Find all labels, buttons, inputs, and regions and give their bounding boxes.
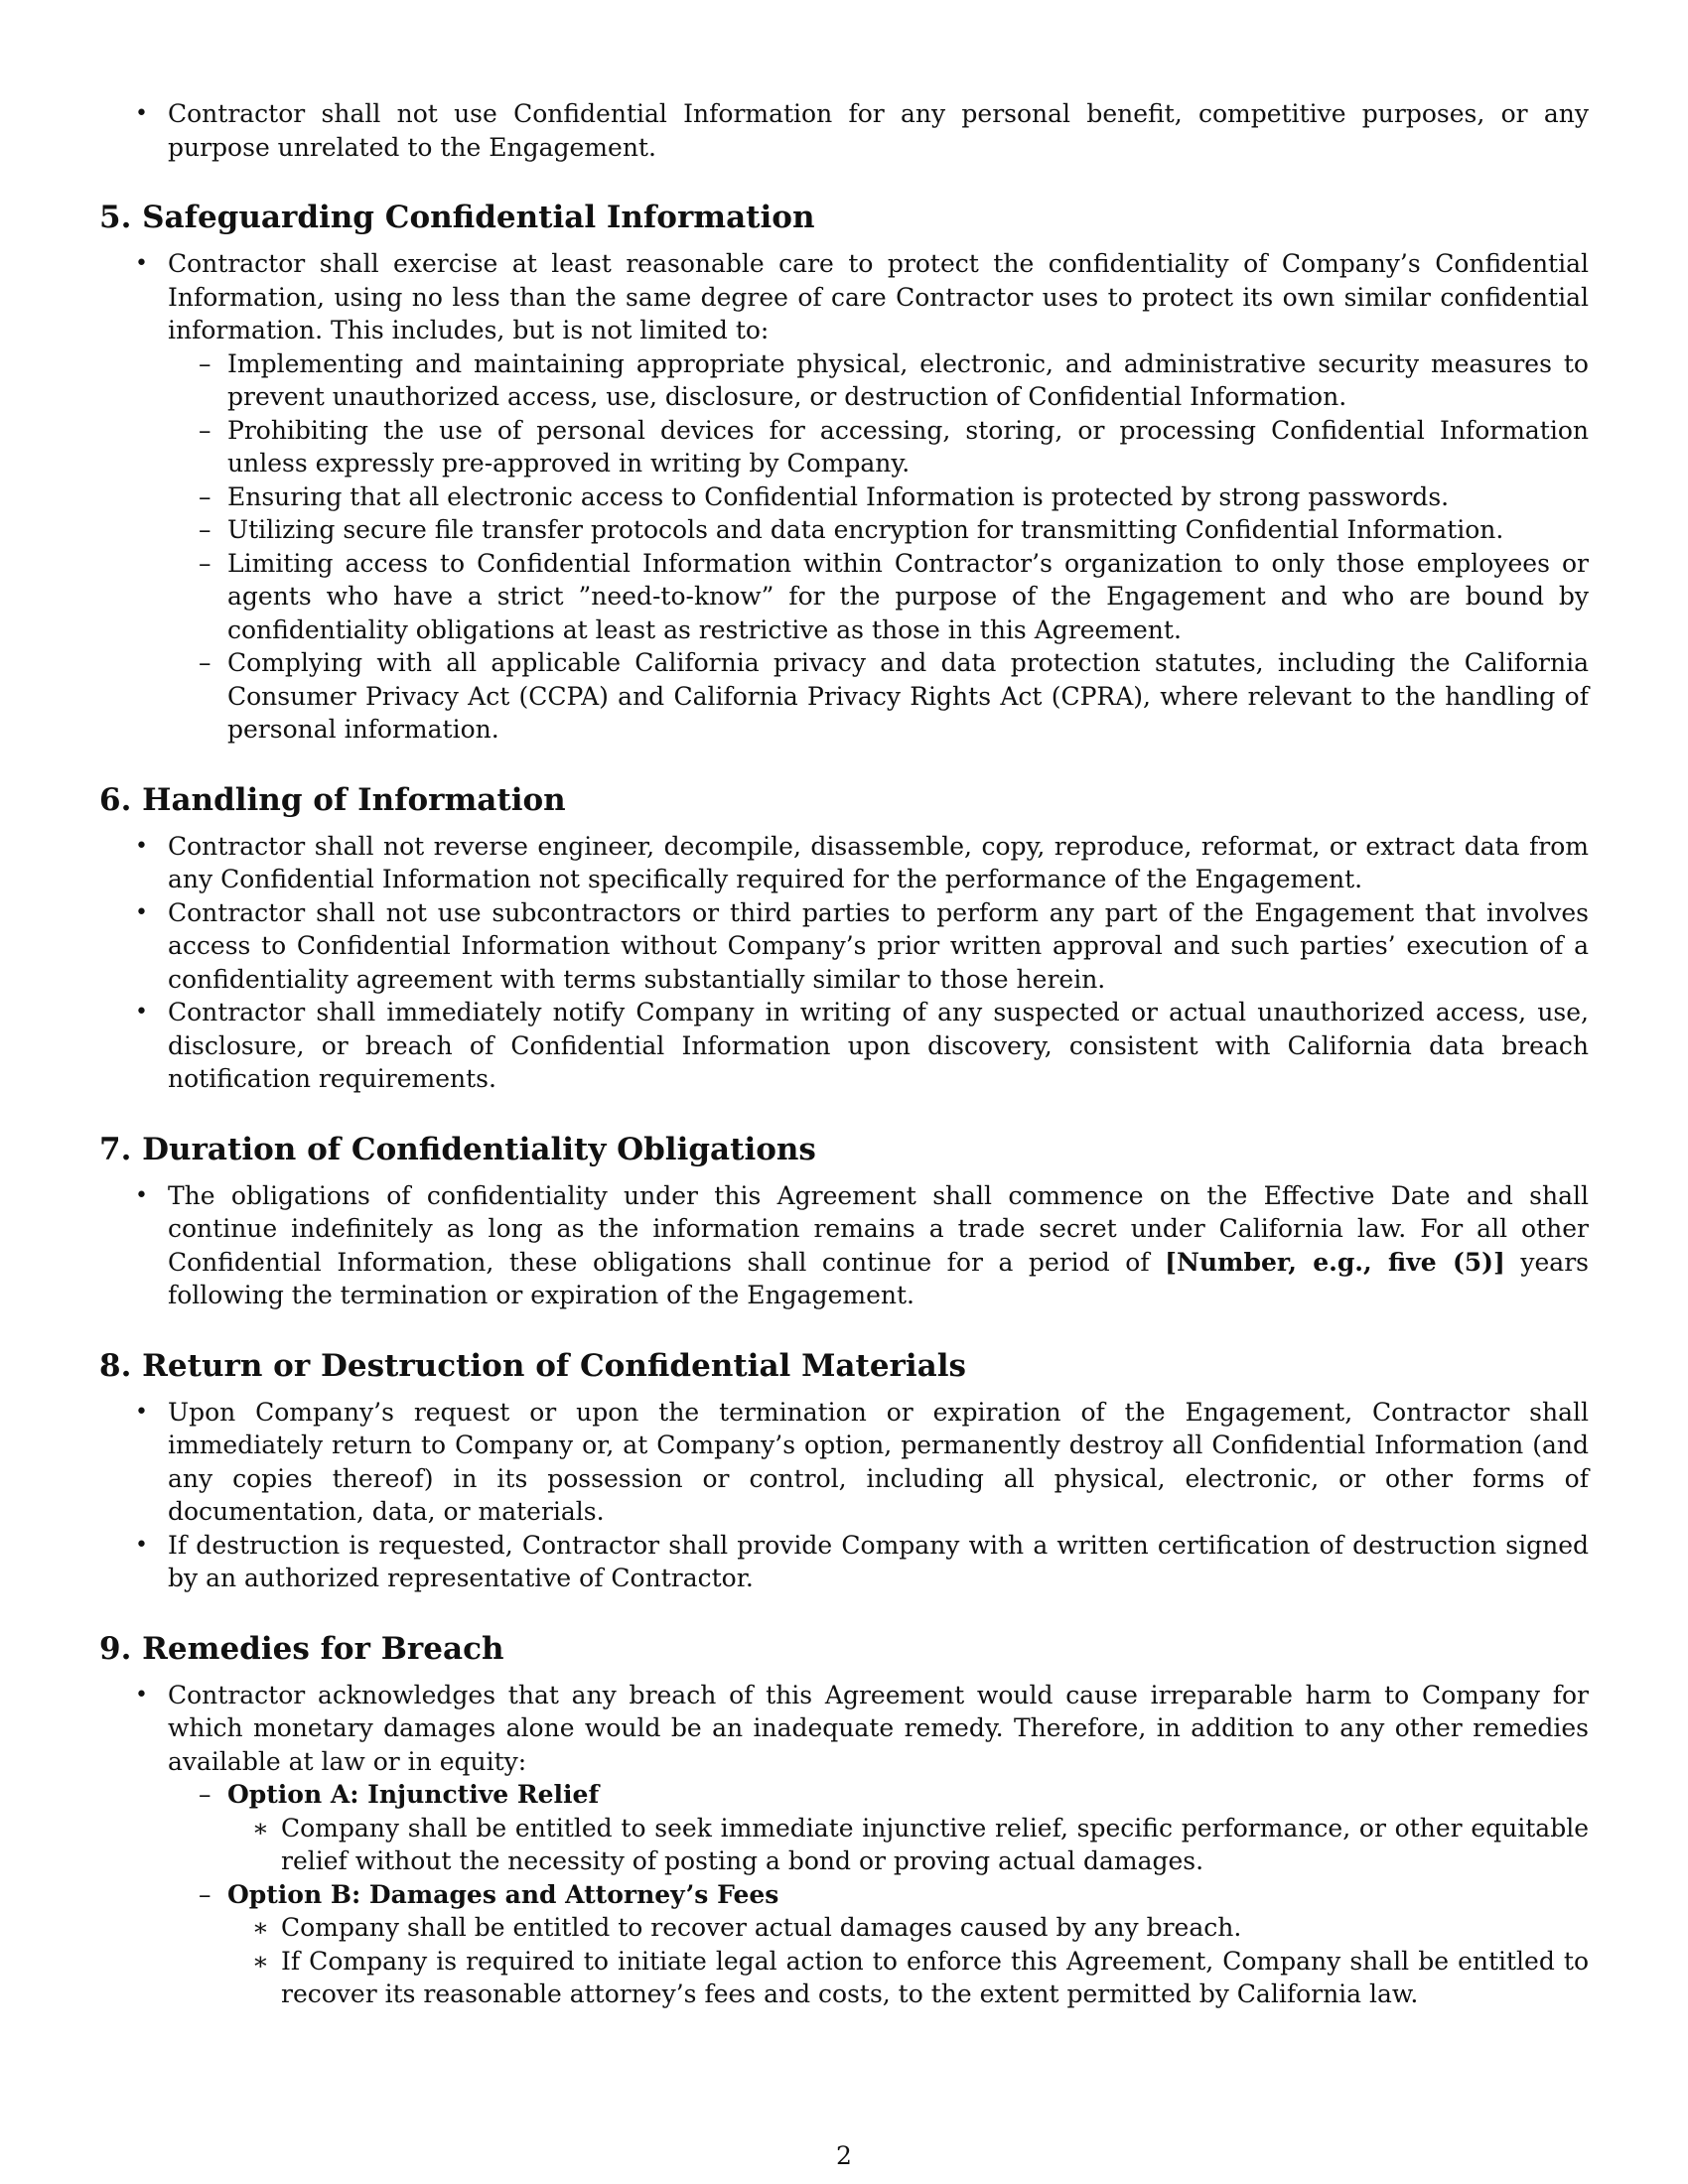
section-7-title: 7. Duration of Confidentiality Obligations <box>99 1131 816 1167</box>
section-9-title: 9. Remedies for Breach <box>99 1630 504 1667</box>
sub-item-text: Limiting access to Confidential Information within Contractor’s organization to only those employees or agents who have a strict ”need-to-know” for the purpose of the Engagement and who are bound by confidentiality obligations at least as restrictive as those in this Agreement. <box>227 548 1589 644</box>
option-item <box>252 1812 1589 1878</box>
section-6 <box>99 780 1589 1096</box>
section-9-list <box>99 1679 1589 2011</box>
dash-marker: – <box>199 648 211 677</box>
list-item <box>99 1679 1589 2011</box>
option-item-text: Company shall be entitled to recover actual damages caused by any breach. <box>281 1913 1242 1942</box>
intro-list <box>99 97 1589 164</box>
dash-marker: – <box>199 1879 211 1909</box>
section-8-list <box>99 1396 1589 1595</box>
option-item-text: Company shall be entitled to seek immediate injunctive relief, specific performance, or other equitable relief without the necessity of posting a bond or proving actual damages. <box>281 1813 1589 1875</box>
dash-marker: – <box>199 1780 211 1809</box>
sub-item-text: Utilizing secure file transfer protocols and data encryption for transmitting Confidential Information. <box>227 515 1504 544</box>
dash-marker: – <box>199 481 211 511</box>
option-item <box>252 1945 1589 2011</box>
dash-marker: – <box>199 348 211 378</box>
duration-placeholder: [Number, e.g., five (5)] <box>1165 1247 1505 1277</box>
section-7-text-before: The obligations of confidentiality under this Agreement shall commence on the Effective Date and shall continue indefinitely as long as the information remains a trade secret under California law. For all other Confidential Information, these obligations shall continue for a period of <box>168 1180 1589 1277</box>
list-item <box>99 996 1589 1096</box>
section-5 <box>99 198 1589 747</box>
section-5-sublist <box>199 347 1589 747</box>
list-item <box>99 896 1589 997</box>
option-a-label: Option A: Injunctive Relief <box>227 1780 600 1809</box>
option-a-items <box>252 1812 1589 1878</box>
bullet-marker: • <box>135 1000 148 1024</box>
sub-item-text: Prohibiting the use of personal devices for accessing, storing, or processing Confidential Information unless expressly pre-approved in writing by Company. <box>227 415 1589 478</box>
bullet-marker: • <box>135 1399 148 1425</box>
document-body <box>99 97 1589 2011</box>
sub-list-item <box>199 414 1589 480</box>
sub-list-item <box>199 480 1589 514</box>
section-8 <box>99 1346 1589 1595</box>
star-marker: ∗ <box>252 1813 269 1843</box>
section-6-title: 6. Handling of Information <box>99 781 566 818</box>
section-5-list <box>99 247 1589 747</box>
bullet-marker: • <box>135 899 148 925</box>
sub-list-item <box>199 513 1589 547</box>
intro-bullet-text: Contractor shall not use Confidential Information for any personal benefit, competitive purposes, or any purpose unrelated to the Engagement. <box>168 99 1589 162</box>
sub-list-item <box>199 547 1589 647</box>
sub-item-text: Complying with all applicable California privacy and data protection statutes, including the California Consumer Privacy Act (CCPA) and California Privacy Rights Act (CPRA), where relevant to the handling of personal information. <box>227 648 1589 744</box>
section-7-text-after: years following the termination or expiration of the Engagement. <box>168 1247 1589 1309</box>
section-8-bullet-text: If destruction is requested, Contractor shall provide Company with a written certification of destruction signed by an authorized representative of Contractor. <box>168 1530 1589 1592</box>
bullet-marker: • <box>135 101 148 126</box>
dash-marker: – <box>199 515 211 544</box>
section-8-bullet-text: Upon Company’s request or upon the termination or expiration of the Engagement, Contractor shall immediately return to Company or, at Company’s option, permanently destroy all Confidential Information (and any copies thereof) in its possession or control, including all physical, electronic, or other forms of documentation, data, or materials. <box>168 1397 1589 1526</box>
page-number: 2 <box>836 2141 852 2170</box>
option-b-items <box>252 1911 1589 2011</box>
sub-item-text: Implementing and maintaining appropriate physical, electronic, and administrative security measures to prevent unauthorized access, use, disclosure, or destruction of Confidential Information. <box>227 348 1589 411</box>
section-9-bullet-text: Contractor acknowledges that any breach of this Agreement would cause irreparable harm to Company for which monetary damages alone would be an inadequate remedy. Therefore, in addition to any other remedies available at law or in equity: <box>168 1680 1589 1776</box>
section-8-title: 8. Return or Destruction of Confidential Materials <box>99 1347 966 1384</box>
bullet-marker: • <box>135 833 148 859</box>
dash-marker: – <box>199 415 211 445</box>
option-b <box>199 1878 1589 2011</box>
sub-list-item <box>199 646 1589 747</box>
list-item <box>99 1529 1589 1595</box>
section-6-bullet-text: Contractor shall not reverse engineer, decompile, disassemble, copy, reproduce, reformat, or extract data from any Confidential Information not specifically required for the performance of the Engagement. <box>168 831 1589 893</box>
bullet-marker: • <box>135 1532 148 1558</box>
section-6-list <box>99 830 1589 1096</box>
sub-item-text: Ensuring that all electronic access to Confidential Information is protected by strong passwords. <box>227 481 1450 511</box>
section-6-bullet-text: Contractor shall immediately notify Company in writing of any suspected or actual unauthorized access, use, disclosure, or breach of Confidential Information upon discovery, consistent with California data breach notification requirements. <box>168 998 1589 1093</box>
list-item <box>99 1396 1589 1529</box>
list-item <box>99 97 1589 164</box>
remedy-options-list <box>199 1778 1589 2011</box>
section-7-list <box>99 1179 1589 1312</box>
section-6-bullet-text: Contractor shall not use subcontractors or third parties to perform any part of the Engagement that involves access to Confidential Information without Company’s prior written approval and such parties’ execution of a confidentiality agreement with terms substantially similar to those herein. <box>168 897 1589 994</box>
option-a <box>199 1778 1589 1878</box>
star-marker: ∗ <box>252 1913 269 1942</box>
bullet-marker: • <box>135 1182 148 1208</box>
section-5-title: 5. Safeguarding Confidential Information <box>99 200 815 235</box>
list-item <box>99 830 1589 896</box>
option-item-text: If Company is required to initiate legal action to enforce this Agreement, Company shall be entitled to recover its reasonable attorney’s fees and costs, to the extent permitted by California law. <box>281 1946 1589 2008</box>
section-9 <box>99 1629 1589 2011</box>
dash-marker: – <box>199 548 211 578</box>
star-marker: ∗ <box>252 1946 269 1976</box>
sub-list-item <box>199 347 1589 414</box>
section-7 <box>99 1130 1589 1312</box>
option-item <box>252 1911 1589 1945</box>
list-item <box>99 247 1589 747</box>
option-b-label: Option B: Damages and Attorney’s Fees <box>227 1879 779 1909</box>
list-item <box>99 1179 1589 1312</box>
bullet-marker: • <box>135 1682 148 1707</box>
bullet-marker: • <box>135 251 148 276</box>
section-5-bullet-text: Contractor shall exercise at least reasonable care to protect the confidentiality of Company’s Confidential Information, using no less than the same degree of care Contractor uses to protect its own similar confidential information. This includes, but is not limited to: <box>168 249 1589 344</box>
